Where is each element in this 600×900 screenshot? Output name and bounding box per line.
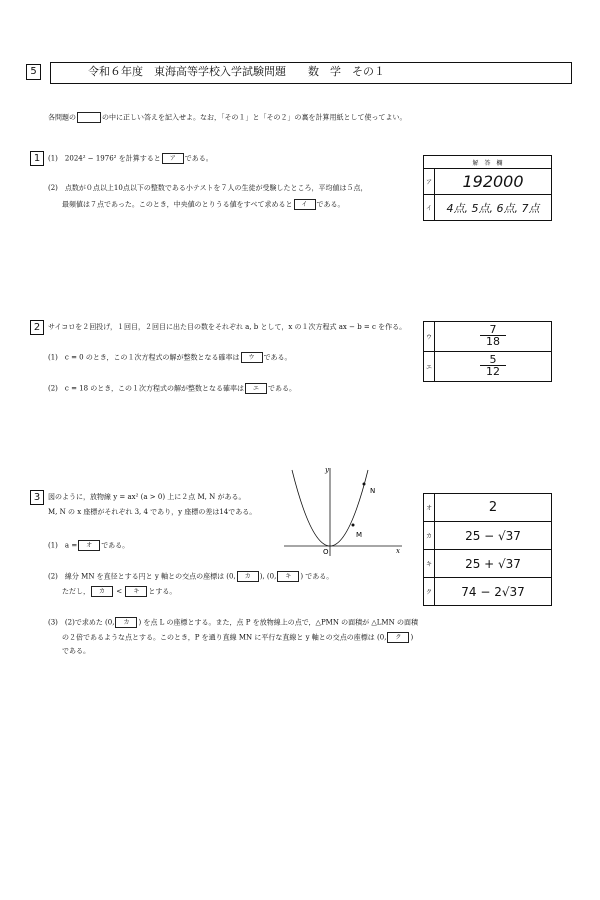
blank-u: ウ [241, 352, 263, 363]
instruction-blank-box [77, 112, 101, 123]
answer-label-a: ア [424, 169, 435, 195]
point-m [352, 524, 355, 527]
q3-line1: 図のように，放物線 y = ax² (a > 0) 上に２点 M, N がある。 [48, 493, 246, 501]
answer-label-ku: ク [424, 578, 435, 606]
label-n: N [370, 487, 376, 495]
q2-intro: サイコロを２回投げ，１回目，２回目に出た目の数をそれぞれ a, b として，x の１次方程式 ax − b = c を作る。 [48, 323, 407, 331]
answer-label-ki: キ [424, 550, 435, 578]
answer-u: $\frac{7}{18}$ [435, 322, 552, 352]
answer-label-o: オ [424, 494, 435, 522]
q2-part1: (1) c = 0 のとき，この１次方程式の解が整数となる確率は ウ である。 [48, 353, 292, 362]
parabola-graph [282, 462, 412, 558]
q3-part3-line3: である。 [62, 647, 90, 655]
answer-label-i: イ [424, 195, 435, 221]
y-axis-label: y [325, 466, 329, 474]
answer-e: $\frac{5}{12}$ [435, 352, 552, 382]
answer-o: 2 [435, 494, 552, 522]
answer-header: 解 答 欄 [424, 156, 552, 169]
blank-ka-2: カ [91, 586, 113, 597]
q3-part3-line1: (3) (2)で求めた (0, カ ) を点 L の座標とする。また，点 P を放物線上の点で，△PMN の面積が △LMN の面積 [48, 618, 418, 627]
q2-number: 2 [30, 320, 44, 335]
answer-label-ka: カ [424, 522, 435, 550]
instruction: 各問題の の中に正しい答えを記入せよ。なお，「その１」と「その２」の裏を計算用紙として使ってよい。 [48, 113, 407, 122]
blank-ki-2: キ [125, 586, 147, 597]
answer-ki: 25 + √37 [435, 550, 552, 578]
blank-ka: カ [237, 571, 259, 582]
blank-o: オ [78, 540, 100, 551]
answer-label-e: エ [424, 352, 435, 382]
q2-part2: (2) c = 18 のとき，この１次方程式の解が整数となる確率は エ である。 [48, 384, 297, 393]
origin-label: O [323, 548, 329, 556]
blank-e: エ [245, 383, 267, 394]
q1-part1: (1) 2024² − 1976² を計算すると ア である。 [48, 154, 213, 163]
blank-ku: ク [387, 632, 409, 643]
q3-line2: M, N の x 座標がそれぞれ 3, 4 であり，y 座標の差は14である。 [48, 508, 257, 516]
point-n [363, 483, 366, 486]
answer-ka: 25 − √37 [435, 522, 552, 550]
blank-ki: キ [277, 571, 299, 582]
q1-part2-line2: 最頻値は７点であった。このとき，中央値のとりうる値をすべて求めると イ である。 [62, 200, 345, 209]
q3-answer-table [423, 493, 552, 606]
q3-part3-line2: の２倍であるような点とする。このとき，P を通り直線 MN に平行な直線と y 軸との交点の座標は (0, ク ) [62, 633, 414, 642]
blank-i: イ [294, 199, 316, 210]
q1-part2-line1: (2) 点数が０点以上10点以下の整数である小テストを７人の生徒が受験したところ，平均値は５点， [48, 184, 368, 192]
q3-part2-line2: ただし， カ < キ とする。 [62, 587, 177, 596]
blank-a: ア [162, 153, 184, 164]
q1-number: 1 [30, 151, 44, 166]
answer-label-u: ウ [424, 322, 435, 352]
page-title: 令和６年度 東海高等学校入学試験問題 数 学 その１ [88, 65, 385, 78]
q2-answer-table [423, 321, 552, 382]
answer-i: 4点, 5点, 6点, 7点 [435, 195, 552, 221]
q1-answer-table [423, 155, 552, 221]
label-m: M [356, 531, 363, 539]
blank-ka-3: カ [115, 617, 137, 628]
q3-part2-line1: (2) 線分 MN を直径とする円と y 軸との交点の座標は (0, カ ), (0, キ ) である。 [48, 572, 334, 581]
q3-part1: (1) a = オ である。 [48, 541, 130, 550]
answer-ku: 74 − 2√37 [435, 578, 552, 606]
x-axis-label: x [396, 547, 400, 555]
q3-number: 3 [30, 490, 44, 505]
answer-a: 192000 [435, 169, 552, 195]
page-number: 5 [26, 64, 41, 80]
